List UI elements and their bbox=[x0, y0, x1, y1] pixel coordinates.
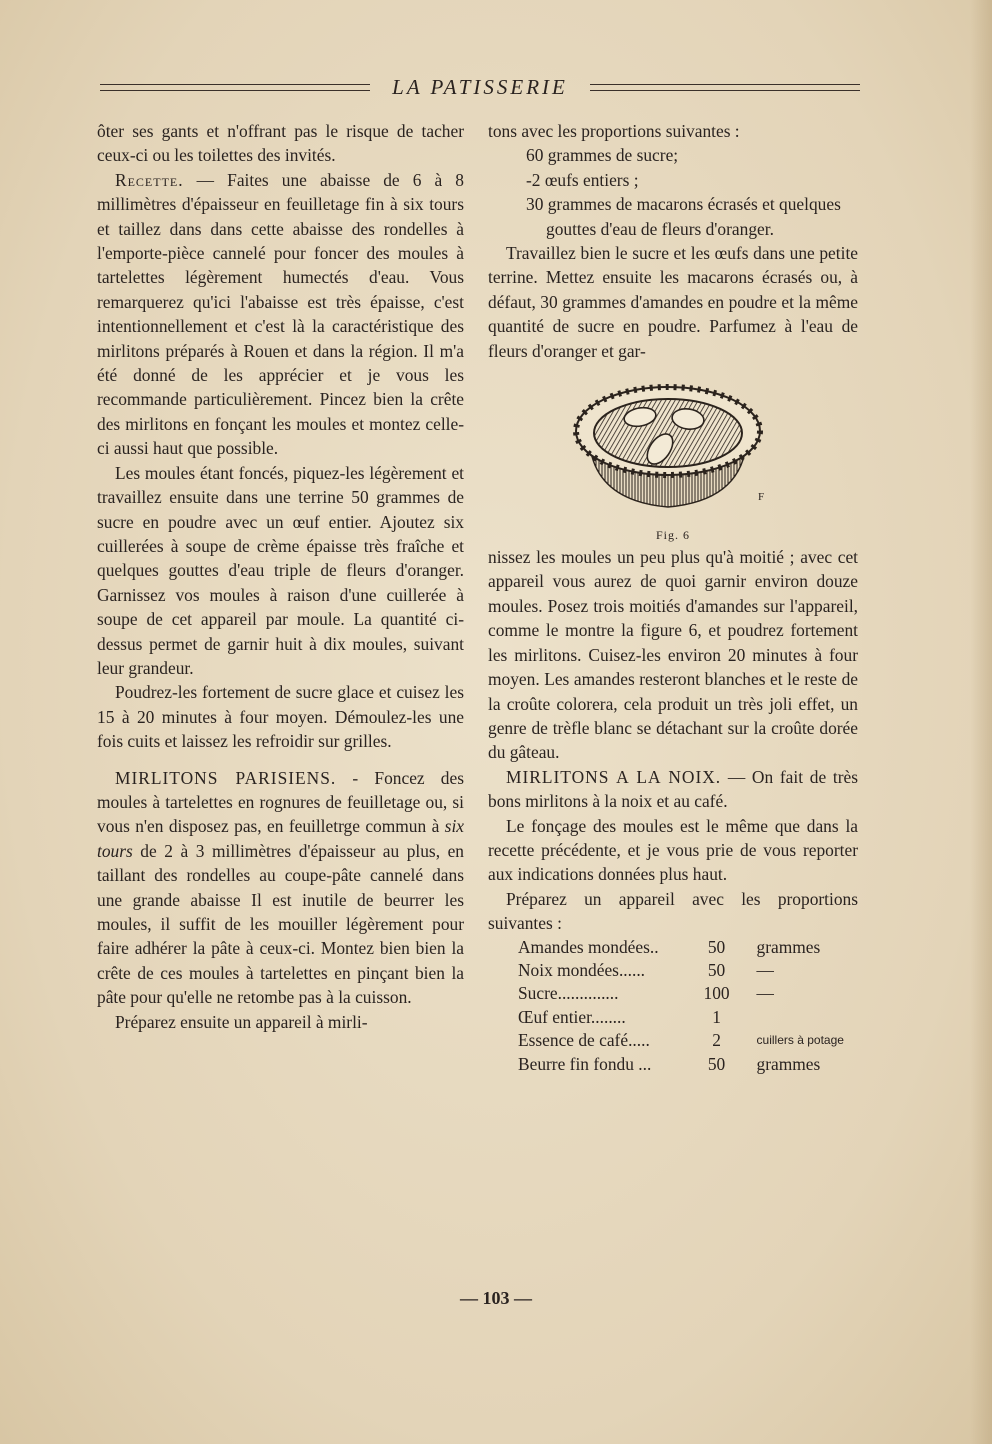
ingredient-qty: 1 bbox=[712, 1006, 721, 1027]
running-header bbox=[100, 72, 860, 102]
paragraph: Préparez un appareil avec les proportions suivantes : bbox=[488, 888, 858, 934]
ingredient-row bbox=[518, 959, 844, 982]
ingredient-unit bbox=[757, 1006, 844, 1029]
paragraph: Travaillez bien le sucre et les œufs dans une petite terrine. Mettez ensuite les macarons écrasés ou, à défaut, 30 grammes d'amandes en poudre et la même quantité de sucre en poudre. Parfumez à l'eau de fleurs d'oranger et gar- bbox=[488, 243, 858, 361]
header-rule-left bbox=[100, 84, 370, 91]
section-paragraph-noix bbox=[488, 765, 858, 814]
ingredient-qty: 100 bbox=[703, 983, 730, 1004]
recipe-label: Recette. bbox=[115, 169, 184, 190]
ingredient-row bbox=[518, 1006, 844, 1029]
header-rule-right bbox=[590, 84, 860, 91]
section-paragraph-parisiens bbox=[97, 766, 464, 1010]
figure-6 bbox=[488, 367, 858, 545]
paragraph: Poudrez-les fortement de sucre glace et cuisez les 15 à 20 minutes à four moyen. Démoulez-les une fois cuits et laissez les refroidir sur grilles. bbox=[97, 682, 464, 752]
paragraph: Les moules étant foncés, piquez-les légèrement et travaillez ensuite dans une terrine 50 grammes de sucre en poudre avec un œuf entier. Ajoutez six cuillerées à soupe de crème épaisse très fraîche et quelques gouttes d'eau triple de fleurs d'oranger. Garnissez vos moules à raison d'une cuillerée à soupe de cet appareil par moule. La quantité ci-dessus permet de garnir huit à dix moules, suivant leur grandeur. bbox=[97, 462, 464, 678]
recipe-paragraph bbox=[97, 168, 464, 461]
section-text: — On fait de très bons mirlitons à la noix et au café. bbox=[488, 766, 858, 812]
ingredient-unit: — bbox=[756, 983, 774, 1004]
section-text: - Foncez des moules à tartelettes en rognures de feuilletage ou, si vous n'en disposez pas, en feuilletrge commun à bbox=[97, 767, 464, 837]
paragraph: nissez les moules un peu plus qu'à moitié ; avec cet appareil vous aurez de quoi garnir environ douze moules. Posez trois moitiés d'amandes sur l'appareil, comme le montre la figure 6, et poudrez fortement les mirlitons. Cuisez-les environ 20 minutes à four moyen. Les amandes resteront blanches et le reste de la croûte colorera, cela produit un très joli effet, un genre de trèfle blanc se détachant sur la croûte dorée du gâteau. bbox=[488, 547, 858, 763]
recipe-text: — Faites une abaisse de 6 à 8 millimètres d'épaisseur en feuilletage fin à six tours et taillez dans dans cette abaisse des rondelles à l'emporte-pièce cannelé pour foncer des moules à tartelettes légèrement humectés d'eau. Vous remarquerez qu'ici l'abaisse est très épaisse, c'est intentionnellement et c'est là la caractéristique des mirlitons préparés à Rouen et dans la région. Il m'a été donné de les apprécier et je vous les recommande particulièrement. Pincez bien la crête des mirlitons en fonçant les moules et montez celle-ci aussi haut que possible. bbox=[97, 169, 464, 459]
ingredient-name: Essence de café..... bbox=[518, 1030, 650, 1051]
ingredient-row bbox=[518, 936, 844, 959]
ingredient-unit: cuillers à potage bbox=[756, 1033, 844, 1048]
ingredient-qty: 50 bbox=[707, 1053, 726, 1074]
ingredient-unit: grammes bbox=[756, 936, 821, 957]
list-item: 60 grammes de sucre; bbox=[526, 145, 679, 166]
section-heading: MIRLITONS PARISIENS. bbox=[115, 767, 337, 788]
ingredient-unit: — bbox=[756, 959, 774, 980]
ingredients-table bbox=[518, 936, 844, 1076]
ingredient-qty: 50 bbox=[707, 959, 726, 980]
ingredient-qty: 50 bbox=[707, 936, 726, 957]
ingredient-row bbox=[518, 1053, 844, 1076]
ingredient-name: Œuf entier........ bbox=[518, 1006, 626, 1027]
paragraph: Préparez ensuite un appareil à mirli- bbox=[115, 1011, 368, 1032]
list-item: -2 œufs entiers ; bbox=[526, 169, 639, 190]
italic-text: six tours bbox=[97, 816, 464, 861]
section-text: de 2 à 3 millimètres d'épaisseur au plus, en taillant des rondelles au coupe-pâte cannelé dans une grande abaisse Il est inutile de beurrer les moules, il suffit de les mouiller légèrement pour faire adhérer la pâte à ceux-ci. Montez bien bien la crête de ces moules à tartelettes en pinçant bien la pâte pour qu'elle ne retombe pas à la cuisson. bbox=[97, 840, 464, 1008]
paragraph: ôter ses gants et n'offrant pas le risque de tacher ceux-ci ou les toilettes des invités. bbox=[97, 121, 464, 166]
paragraph: tons avec les proportions suivantes : bbox=[488, 121, 740, 141]
figure-letter: F bbox=[758, 491, 765, 504]
right-column bbox=[488, 119, 858, 1076]
ingredient-name: Amandes mondées.. bbox=[518, 936, 659, 957]
ingredient-unit: grammes bbox=[756, 1053, 821, 1074]
ingredient-qty: 2 bbox=[712, 1030, 721, 1051]
paragraph: Le fonçage des moules est le même que dans la recette précédente, et je vous prie de vous reporter aux indications données plus haut. bbox=[488, 815, 858, 885]
page-number: — 103 — bbox=[460, 1288, 532, 1308]
ingredient-row bbox=[518, 1029, 844, 1052]
mirliton-tart-illustration bbox=[568, 369, 768, 519]
ingredient-name: Noix mondées...... bbox=[518, 959, 646, 980]
ingredient-row bbox=[518, 982, 844, 1005]
list-item: 30 grammes de macarons écrasés et quelques gouttes d'eau de fleurs d'oranger. bbox=[526, 194, 841, 239]
left-column bbox=[97, 119, 464, 1034]
section-heading: MIRLITONS A LA NOIX. bbox=[506, 766, 722, 787]
header-title: LA PATISSERIE bbox=[392, 74, 568, 99]
ingredient-name: Beurre fin fondu ... bbox=[518, 1053, 652, 1074]
figure-caption: Fig. 6 bbox=[655, 528, 690, 543]
ingredient-name: Sucre.............. bbox=[518, 983, 619, 1004]
